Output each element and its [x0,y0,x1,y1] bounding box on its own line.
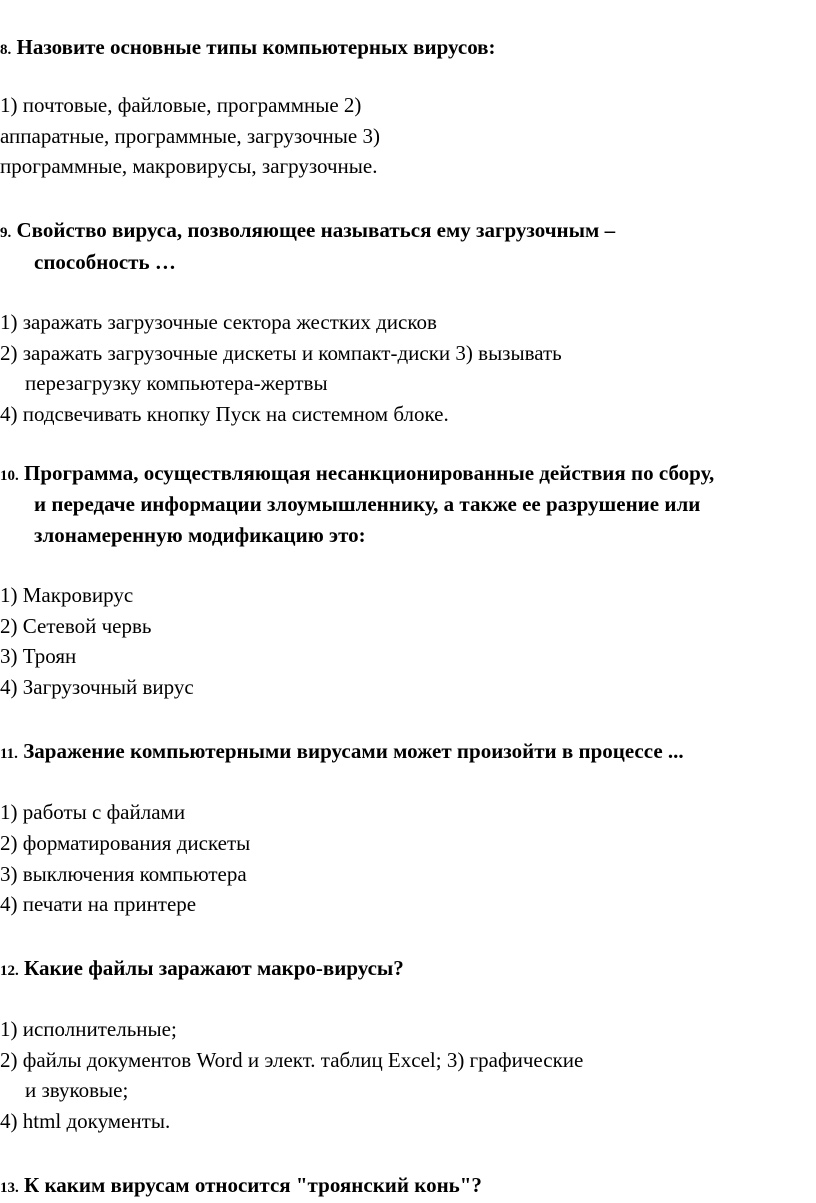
question-9-heading [0,217,615,246]
answer-line: 2) форматирования дискеты [0,831,251,855]
question-11-heading [0,738,684,767]
question-10-heading [0,460,714,489]
answer-line: 1) работы с файлами [0,800,186,824]
question-number: 12. [0,963,19,979]
question-text-continued: и передаче информации злоумышленнику, а также ее разрушение или [34,492,701,516]
answer-line: аппаратные, программные, загрузочные 3) [0,124,380,148]
answer-line: 2) файлы документов Word и элект. таблиц Excel; 3) графические [0,1048,584,1072]
answer-line: 4) Загрузочный вирус [0,675,194,699]
question-number: 8. [0,42,12,58]
question-text-continued: способность … [34,250,176,274]
answer-line: 4) печати на принтере [0,892,197,916]
question-number: 11. [0,746,18,762]
question-number: 9. [0,225,12,241]
question-text-continued: злонамеренную модификацию это: [34,523,366,547]
answer-line: программные, макровирусы, загрузочные. [0,154,378,178]
question-text: Свойство вируса, позволяющее называться ему загрузочным – [16,218,616,242]
answer-line: и звуковые; [25,1078,129,1102]
question-text: Какие файлы заражают макро-вирусы? [24,956,404,980]
answer-line: 4) подсвечивать кнопку Пуск на системном блоке. [0,402,449,426]
answer-line: 1) исполнительные; [0,1017,177,1041]
question-text: Заражение компьютерными вирусами может произойти в процессе ... [23,739,684,763]
question-13-heading [0,1172,482,1201]
answer-line: 4) html документы. [0,1109,171,1133]
question-12-heading [0,955,404,984]
question-number: 13. [0,1180,19,1196]
answer-line: 1) Макровирус [0,583,134,607]
answer-line: 2) заражать загрузочные дискеты и компакт-диски 3) вызывать [0,341,562,365]
question-text: К каким вирусам относится "троянский конь"? [24,1173,482,1197]
answer-line: 3) Троян [0,644,77,668]
question-8-heading [0,34,496,63]
answer-line: 3) выключения компьютера [0,862,247,886]
question-text: Программа, осуществляющая несанкционированные действия по сбору, [24,461,715,485]
question-text: Назовите основные типы компьютерных вирусов: [16,35,496,59]
question-number: 10. [0,468,19,484]
answer-line: 1) заражать загрузочные сектора жестких дисков [0,310,437,334]
answer-line: 1) почтовые, файловые, программные 2) [0,93,362,117]
answer-line: 2) Сетевой червь [0,614,152,638]
answer-line: перезагрузку компьютера-жертвы [25,371,328,395]
